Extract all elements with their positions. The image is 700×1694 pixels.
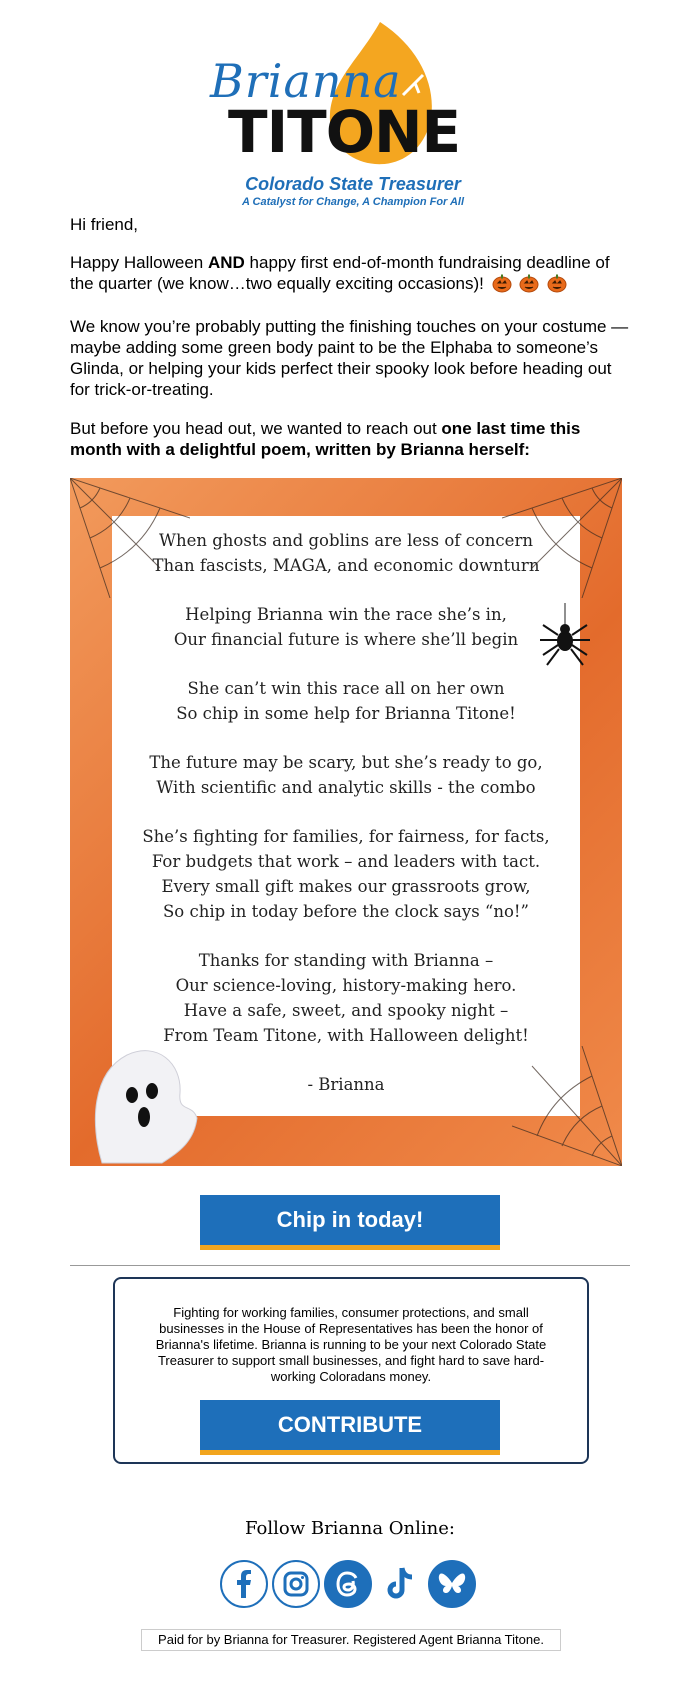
chip-in-button[interactable]: Chip in today! bbox=[200, 1195, 500, 1250]
poem-card bbox=[70, 478, 622, 1166]
paid-for-disclaimer: Paid for by Brianna for Treasurer. Registered Agent Brianna Titone. bbox=[141, 1629, 561, 1651]
paragraph-poem-intro bbox=[70, 418, 630, 460]
poem-line: When ghosts and goblins are less of concern bbox=[159, 531, 533, 550]
p3-bold: one last time this month with a delightful poem, written by Brianna herself: bbox=[70, 419, 581, 459]
poem-line: From Team Titone, with Halloween delight! bbox=[163, 1026, 529, 1045]
poem-line: Than fascists, MAGA, and economic downturn bbox=[152, 556, 540, 575]
poem-line: With scientific and analytic skills - the combo bbox=[156, 778, 536, 797]
poem-line: She can’t win this race all on her own bbox=[187, 679, 505, 698]
poem-line: - Brianna bbox=[307, 1075, 385, 1094]
facebook-icon[interactable] bbox=[220, 1560, 268, 1608]
instagram-icon[interactable] bbox=[272, 1560, 320, 1608]
poem-line: Thanks for standing with Brianna – bbox=[198, 951, 494, 970]
logo-tagline: A Catalyst for Change, A Champion For All bbox=[241, 196, 465, 208]
poem-line: Every small gift makes our grassroots grow, bbox=[161, 877, 531, 896]
logo-surname: TITONE bbox=[228, 98, 461, 166]
poem-line: So chip in today before the clock says “no!” bbox=[163, 902, 529, 921]
poem-line: Our financial future is where she’ll begin bbox=[173, 630, 519, 649]
greeting: Hi friend, bbox=[70, 215, 139, 234]
pumpkin-icon bbox=[547, 273, 567, 293]
tiktok-icon[interactable] bbox=[376, 1560, 424, 1608]
divider bbox=[70, 1265, 630, 1266]
poem-line: Our science-loving, history-making hero. bbox=[175, 976, 517, 995]
p1-text-a: Happy Halloween bbox=[70, 253, 208, 272]
pumpkin-icon bbox=[492, 273, 512, 293]
contribute-button[interactable]: CONTRIBUTE bbox=[200, 1400, 500, 1455]
follow-heading: Follow Brianna Online: bbox=[245, 1518, 455, 1539]
info-box bbox=[113, 1277, 589, 1464]
poem-line: So chip in some help for Brianna Titone! bbox=[176, 704, 516, 723]
poem-text bbox=[70, 478, 622, 1166]
info-text: Fighting for working families, consumer protections, and small businesses in the House of Representatives has been the honor of Brianna's lifetime. Brianna is running to be your next Colorado State Treasurer to support small businesses, and fight hard to save hard-working Coloradans money. bbox=[155, 1305, 547, 1384]
poem-line: The future may be scary, but she’s ready to go, bbox=[149, 753, 543, 772]
paragraph-halloween bbox=[70, 252, 630, 294]
campaign-logo bbox=[200, 18, 500, 208]
poem-line: For budgets that work – and leaders with tact. bbox=[151, 852, 541, 871]
p1-bold: AND bbox=[207, 253, 245, 272]
bluesky-icon[interactable] bbox=[428, 1560, 476, 1608]
threads-icon[interactable] bbox=[324, 1560, 372, 1608]
logo-script-name: Brianna bbox=[210, 54, 402, 108]
p3-text-a: But before you head out, we wanted to reach out bbox=[70, 419, 442, 438]
pumpkin-icon bbox=[519, 273, 539, 293]
poem-line: Helping Brianna win the race she’s in, bbox=[185, 605, 507, 624]
paragraph-costume: We know you’re probably putting the finishing touches on your costume — maybe adding some green body paint to be the Elphaba to someone’s Glinda, or helping your kids perfect their spooky look before heading out for trick-or-treating. bbox=[70, 317, 629, 399]
p1-text-b: happy first end-of-month fundraising deadline of the quarter (we know…two equally exciting occasions)! bbox=[70, 253, 610, 293]
poem-line: Have a safe, sweet, and spooky night – bbox=[183, 1001, 509, 1020]
poem-line: She’s fighting for families, for fairness, for facts, bbox=[142, 827, 550, 846]
logo-office: Colorado State Treasurer bbox=[245, 174, 461, 194]
